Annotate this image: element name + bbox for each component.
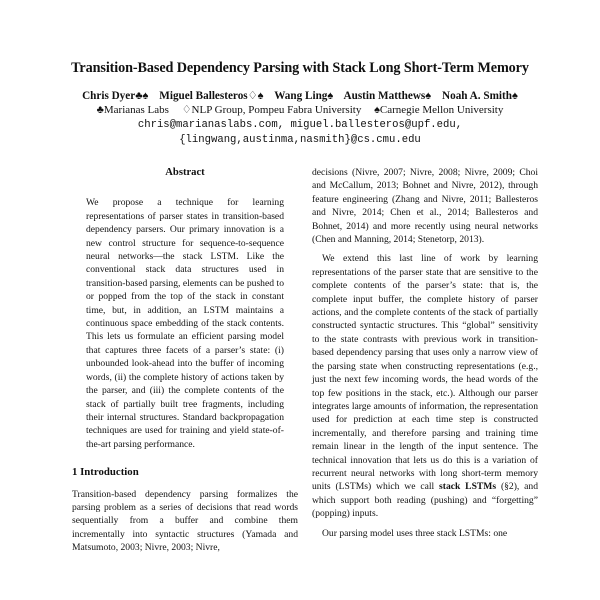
abstract-heading: Abstract [165, 167, 205, 178]
affiliation-list [0, 103, 600, 116]
intro-paragraph-2-text: We extend this last line of work by learning representations of the parser state that are sensitive to the complete contents of the parser’s state: that is, the complete input buffer, the complete history of parser actions, and the complete contents of the stack of partially constructed syntactic structures. This “global” sensitivity to the state contrasts with previous work in transition-based dependency parsing that uses only a narrow view of the parsing state when constructing representations (e.g., just the next few incoming words, the head words of the top few positions in the stack, etc.). Although our parser integrates large amounts of information, the representation used for prediction at each time step is constructed incrementally, and therefore parsing and training time remain linear in the length of the input sentence. The technical innovation that lets us do this is a variation of recurrent neural networks with long short-term memory units (LSTMs) which we call [312, 253, 538, 493]
author: Chris Dyer♣♠ [82, 90, 149, 102]
section-heading-introduction: 1 Introduction [72, 466, 139, 479]
email-line: chris@marianaslabs.com, miguel.ballesteros@upf.edu, [137, 119, 463, 131]
intro-paragraph-1-continued: decisions (Nivre, 2007; Nivre, 2008; Nivre, 2009; Choi and McCallum, 2013; Bohnet and Nivre, 2012), through feature engineering (Zhang and Nivre, 2011; Ballesteros and Nivre, 2014; Chen et al., 2014; Ballesteros and Bohnet, 2014) and more recently using neural networks (Chen and Manning, 2014; Stenetorp, 2013). [312, 167, 538, 246]
paper-title: Transition-Based Dependency Parsing with Stack Long Short-Term Memory [71, 60, 529, 76]
author-list [0, 88, 600, 102]
author: Miguel Ballesteros♢♠ [159, 90, 264, 102]
author: Wang Ling♠ [274, 90, 334, 102]
intro-paragraph-2-tail: (§2), and which support both reading (pushing) and “forgetting” (popping) inputs. [312, 481, 539, 520]
email-line: {lingwang,austinma,nasmith}@cs.cmu.edu [179, 134, 421, 146]
affiliation: ♣Marianas Labs [96, 104, 169, 116]
intro-paragraph-1: Transition-based dependency parsing formalizes the parsing problem as a series of decisions that read words sequentially from a buffer and combine them incrementally into syntactic structures (Yamada and Matsumoto, 2003; Nivre, 2003; Nivre, [72, 488, 298, 554]
right-column [312, 166, 538, 540]
intro-paragraph-2 [312, 252, 538, 520]
author: Noah A. Smith♠ [442, 90, 518, 102]
abstract-text: We propose a technique for learning representations of parser states in transition-based dependency parsers. Our primary innovation is a new control structure for sequence-to-sequence neural networks—the stack LSTM. Like the conventional stack data structures used in transition-based parsing, elements can be pushed to or popped from the top of the stack in constant time, but, in addition, an LSTM maintains a continuous space embedding of the stack contents. This lets us formulate an efficient parsing model that captures three facets of a parser’s state: (i) unbounded look-ahead into the buffer of incoming words, (ii) the complete history of actions taken by the parser, and (iii) the complete contents of the stack of partially built tree fragments, including their internal structures. Standard backpropagation techniques are used for training and yield state-of-the-art parsing performance. [86, 197, 284, 450]
left-column [72, 166, 298, 555]
intro-paragraph-3: Our parsing model uses three stack LSTMs: one [322, 527, 508, 539]
affiliation: ♠Carnegie Mellon University [374, 104, 504, 116]
stack-lstm-term: stack LSTMs [439, 481, 497, 493]
author: Austin Matthews♠ [343, 90, 432, 102]
affiliation: ♢NLP Group, Pompeu Fabra University [181, 104, 362, 116]
